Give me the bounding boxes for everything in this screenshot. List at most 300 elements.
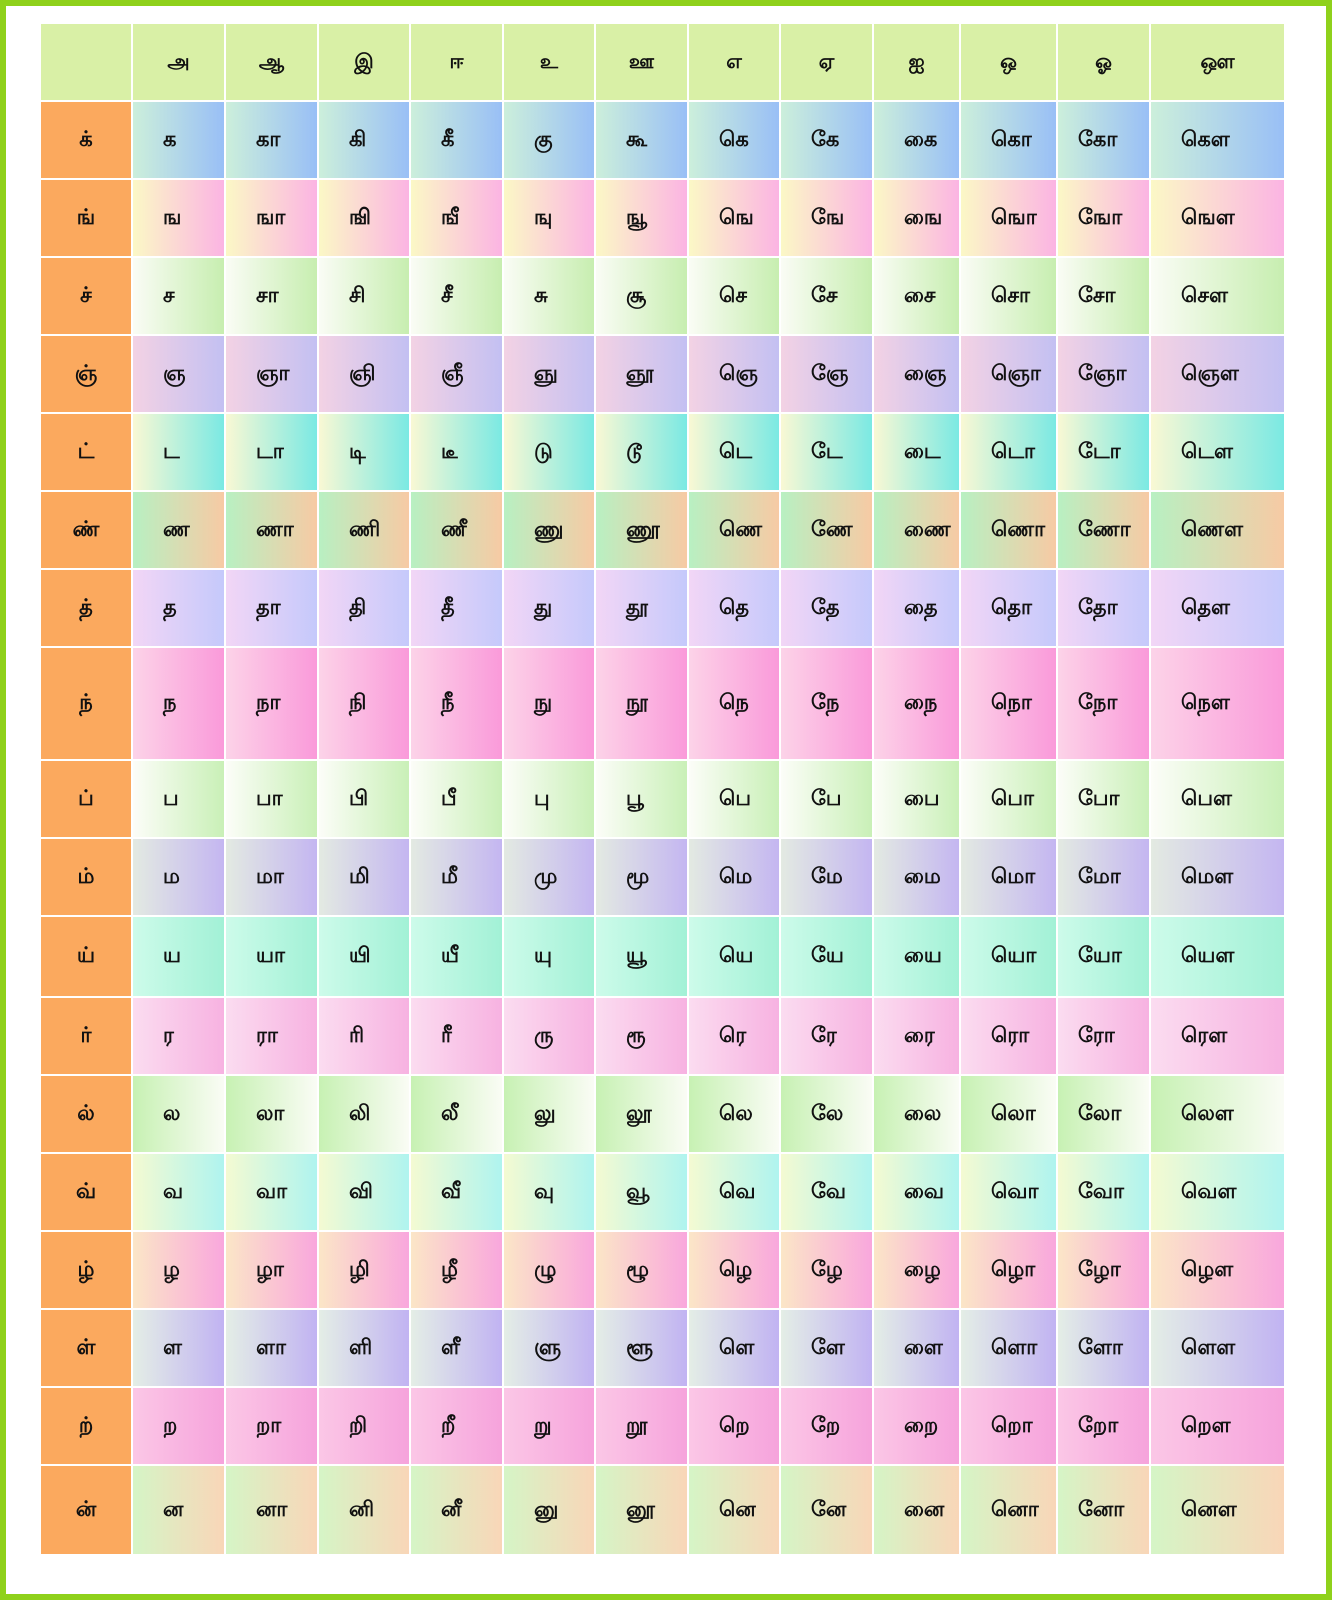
syllable-cell [874,1388,961,1466]
syllable-cell [1058,180,1151,258]
syllable-cell [226,761,319,839]
syllable-cell-text: கி [349,126,367,151]
consonant-cell [41,648,133,761]
vowel-header-cell-text: எ [726,48,742,73]
syllable-cell-text: னீ [441,1496,462,1521]
syllable-cell [689,1466,781,1556]
syllable-cell-text: ளீ [441,1334,460,1359]
syllable-cell-text: வே [811,1178,847,1203]
syllable-cell [226,336,319,414]
syllable-cell-text: ணி [349,516,381,541]
syllable-cell-text: கெ [719,126,749,151]
syllable-cell [874,839,961,917]
syllable-cell-text: ங [163,204,182,229]
syllable-cell [504,492,596,570]
syllable-cell [411,839,504,917]
syllable-cell-text: ளே [811,1334,845,1359]
syllable-cell-text: றி [349,1412,368,1437]
syllable-cell [133,1310,226,1388]
syllable-cell [1151,1388,1286,1466]
syllable-cell [226,570,319,648]
syllable-cell [133,839,226,917]
syllable-cell-text: னெ [719,1496,756,1521]
syllable-cell-text: கீ [441,126,455,151]
syllable-cell [1151,414,1286,492]
syllable-cell-text: ர [163,1022,174,1047]
syllable-cell-text: நோ [1078,690,1118,714]
syllable-cell [133,1076,226,1154]
syllable-cell-text: டொ [991,438,1036,463]
syllable-cell-text: மா [256,863,284,888]
syllable-cell [133,258,226,336]
syllable-cell [1151,336,1286,414]
syllable-cell-text: சொ [991,282,1030,307]
vowel-header-cell-text: அ [167,48,190,73]
syllable-cell-text: றை [904,1412,939,1437]
syllable-cell-text: தௌ [1181,594,1230,619]
consonant-row [41,570,1286,648]
syllable-cell-text: ஞீ [441,360,464,385]
syllable-cell-text: சூ [626,282,647,307]
syllable-cell-text: லை [904,1100,942,1125]
syllable-cell [874,761,961,839]
syllable-cell-text: டௌ [1181,438,1234,463]
vowel-header-cell [411,24,504,102]
syllable-cell-text: ளு [534,1334,562,1359]
syllable-cell-text: பை [904,785,940,810]
consonant-cell-text: ண் [72,516,100,541]
syllable-cell [319,1388,411,1466]
vowel-header-cell-text: ஔ [1200,48,1235,73]
syllable-cell-text: ணூ [626,516,660,541]
syllable-cell [596,648,689,761]
consonant-row [41,180,1286,258]
syllable-cell [961,761,1058,839]
syllable-cell-text: ஙு [534,204,553,229]
syllable-cell-text: ண [163,516,190,541]
syllable-cell-text: னௌ [1181,1496,1237,1521]
syllable-cell-text: ரூ [626,1022,646,1047]
consonant-cell-text: வ் [75,1178,97,1203]
syllable-cell [596,336,689,414]
vowel-header-cell [1058,24,1151,102]
syllable-cell-text: ம [163,863,180,888]
consonant-cell [41,998,133,1076]
syllable-cell [411,1154,504,1232]
syllable-cell-text: டெ [719,438,753,463]
vowel-header-row [41,24,1286,102]
syllable-cell [961,648,1058,761]
syllable-cell [1058,1466,1151,1556]
syllable-cell-text: றெ [719,1412,750,1437]
syllable-cell-text: க [163,126,177,151]
syllable-cell-text: தா [256,594,281,619]
syllable-cell [1058,102,1151,180]
vowel-header-cell-text: ஆ [258,48,285,73]
consonant-row [41,1232,1286,1310]
syllable-cell [319,492,411,570]
syllable-cell [1151,1310,1286,1388]
syllable-cell-text: ஙௌ [1181,204,1235,229]
syllable-cell-text: ன [163,1496,184,1521]
syllable-cell [961,1466,1058,1556]
consonant-cell-text: த் [79,594,93,619]
syllable-cell [596,492,689,570]
syllable-cell [781,414,874,492]
syllable-cell [1151,917,1286,998]
syllable-cell-text: தீ [441,594,455,619]
syllable-cell [1058,917,1151,998]
syllable-cell [781,492,874,570]
syllable-cell [596,1310,689,1388]
syllable-cell-text: யௌ [1181,943,1235,967]
syllable-cell-text: ழௌ [1181,1256,1234,1281]
syllable-cell-text: னோ [1078,1496,1125,1521]
syllable-cell [689,1154,781,1232]
syllable-cell [781,1388,874,1466]
syllable-cell [961,180,1058,258]
syllable-cell [874,258,961,336]
vowel-header-cell-text: ஒ [1000,48,1017,73]
consonant-row [41,1076,1286,1154]
syllable-cell [689,492,781,570]
syllable-cell-text: ஞா [256,360,290,385]
syllable-cell [1151,1076,1286,1154]
syllable-cell-text: ஙி [349,204,371,229]
syllable-cell-text: நௌ [1181,690,1230,714]
syllable-cell [411,102,504,180]
syllable-cell-text: லா [256,1100,285,1125]
consonant-cell-text: ர் [80,1022,92,1047]
syllable-cell [596,414,689,492]
syllable-cell-text: ந [163,690,177,714]
syllable-cell-text: வை [904,1178,944,1203]
syllable-cell-text: ழ [163,1256,180,1281]
syllable-cell-text: ழி [349,1256,370,1281]
syllable-cell-text: லெ [719,1100,753,1125]
syllable-cell-text: ழை [904,1256,941,1281]
syllable-cell [411,648,504,761]
syllable-cell-text: நை [904,690,938,714]
syllable-cell [874,1232,961,1310]
syllable-cell [874,1154,961,1232]
vowel-header-cell [319,24,411,102]
syllable-cell-text: ஙை [904,204,943,229]
syllable-cell [133,102,226,180]
syllable-cell [226,180,319,258]
syllable-cell [781,336,874,414]
vowel-header-cell [133,24,226,102]
syllable-cell-text: று [534,1412,552,1437]
consonant-cell [41,1232,133,1310]
syllable-cell-text: ழொ [991,1256,1036,1281]
consonant-row [41,1466,1286,1556]
syllable-cell-text: ரௌ [1181,1022,1228,1047]
syllable-cell [689,998,781,1076]
syllable-cell [411,761,504,839]
syllable-cell-text: பௌ [1181,785,1232,810]
vowel-header-cell-text: இ [354,48,374,73]
syllable-cell-text: ஙெ [719,204,754,229]
syllable-cell-text: ள [163,1334,182,1359]
syllable-cell [596,1466,689,1556]
syllable-cell [689,414,781,492]
syllable-cell [226,1310,319,1388]
syllable-cell [596,761,689,839]
syllable-cell [961,1232,1058,1310]
syllable-cell [781,1076,874,1154]
syllable-cell [781,180,874,258]
syllable-cell [689,180,781,258]
syllable-cell-text: யா [256,943,285,967]
syllable-cell-text: மே [811,863,843,888]
syllable-cell-text: தோ [1078,594,1118,619]
syllable-cell [319,570,411,648]
consonant-row [41,839,1286,917]
syllable-cell-text: பா [256,785,283,810]
consonant-row [41,648,1286,761]
syllable-cell [319,1310,411,1388]
syllable-cell-text: றொ [991,1412,1033,1437]
syllable-cell [226,414,319,492]
syllable-cell-text: ழே [811,1256,843,1281]
syllable-cell-text: ணீ [441,516,467,541]
syllable-cell [504,336,596,414]
consonant-cell [41,258,133,336]
syllable-cell-text: ரை [904,1022,935,1047]
syllable-cell-text: லி [349,1100,371,1125]
vowel-header-cell [781,24,874,102]
syllable-cell [133,1388,226,1466]
syllable-cell [1151,1466,1286,1556]
syllable-cell-text: டூ [626,438,642,463]
syllable-cell [504,258,596,336]
syllable-cell-text: டீ [441,438,458,463]
syllable-cell [874,1310,961,1388]
syllable-cell [226,1232,319,1310]
syllable-cell-text: சு [534,282,548,307]
syllable-cell-text: னு [534,1496,559,1521]
syllable-cell-text: டி [349,438,366,463]
syllable-cell [319,1232,411,1310]
syllable-cell-text: ணெ [719,516,763,541]
syllable-cell [1151,648,1286,761]
syllable-cell-text: கொ [991,126,1032,151]
syllable-cell [1058,839,1151,917]
syllable-cell [411,1232,504,1310]
syllable-cell-text: யோ [1078,943,1122,967]
syllable-cell-text: நே [811,690,840,714]
syllable-cell-text: லு [534,1100,556,1125]
syllable-cell [1058,761,1151,839]
syllable-cell [133,648,226,761]
syllable-cell-text: ரீ [441,1022,452,1047]
consonant-cell-text: ழ் [77,1256,95,1281]
syllable-cell-text: கே [811,126,840,151]
syllable-cell [961,414,1058,492]
syllable-cell-text: சை [904,282,936,307]
consonant-cell [41,761,133,839]
syllable-cell [1151,1154,1286,1232]
syllable-cell [874,414,961,492]
syllable-cell-text: ஞோ [1078,360,1127,385]
syllable-cell [504,102,596,180]
vowel-header-cell [874,24,961,102]
syllable-cell-text: ரே [811,1022,837,1047]
syllable-cell [226,648,319,761]
syllable-cell-text: செ [719,282,747,307]
syllable-cell [133,1232,226,1310]
consonant-row [41,414,1286,492]
syllable-cell [319,998,411,1076]
syllable-cell [961,336,1058,414]
consonant-row [41,258,1286,336]
consonant-cell-text: ய் [76,943,95,967]
syllable-cell [781,258,874,336]
consonant-cell [41,1154,133,1232]
syllable-cell-text: றீ [441,1412,456,1437]
syllable-cell-text: டை [904,438,941,463]
syllable-cell [133,1154,226,1232]
corner-cell [41,24,133,102]
syllable-cell-text: வூ [626,1178,650,1203]
syllable-cell [504,917,596,998]
syllable-cell [411,998,504,1076]
syllable-cell [133,1466,226,1556]
syllable-cell-text: கு [534,126,553,151]
syllable-cell-text: லௌ [1181,1100,1234,1125]
vowel-header-cell [596,24,689,102]
syllable-cell-text: வீ [441,1178,462,1203]
syllable-cell-text: ச [163,282,175,307]
consonant-row [41,761,1286,839]
consonant-cell [41,1466,133,1556]
syllable-cell [596,1076,689,1154]
syllable-cell-text: ஞே [811,360,849,385]
syllable-cell-text: றா [256,1412,282,1437]
syllable-cell [596,917,689,998]
syllable-cell-text: ரொ [991,1022,1030,1047]
syllable-cell-text: ஞூ [626,360,654,385]
syllable-cell-text: ரோ [1078,1022,1115,1047]
syllable-cell [1151,102,1286,180]
syllable-cell-text: ழு [534,1256,557,1281]
syllable-cell [596,258,689,336]
syllable-cell [504,1466,596,1556]
consonant-cell-text: ன் [75,1496,97,1521]
syllable-cell [319,414,411,492]
syllable-cell [1151,570,1286,648]
syllable-cell [596,1154,689,1232]
syllable-cell [961,839,1058,917]
syllable-cell-text: மூ [626,863,650,888]
syllable-cell-text: ளொ [991,1334,1038,1359]
syllable-cell-text: கூ [626,126,648,151]
syllable-cell [226,1388,319,1466]
syllable-cell-text: வு [534,1178,555,1203]
consonant-row [41,492,1286,570]
syllable-cell [961,102,1058,180]
syllable-cell [319,839,411,917]
syllable-cell-text: ணோ [1078,516,1131,541]
syllable-cell-text: ணே [811,516,853,541]
syllable-cell-text: யே [811,943,844,967]
syllable-cell [319,761,411,839]
syllable-cell [319,180,411,258]
syllable-cell-text: னி [349,1496,375,1521]
consonant-cell [41,1076,133,1154]
syllable-cell-text: து [534,594,553,619]
syllable-cell [689,761,781,839]
syllable-cell [319,1076,411,1154]
syllable-cell-text: வா [256,1178,288,1203]
syllable-cell [1058,336,1151,414]
syllable-cell-text: ஙூ [626,204,648,229]
syllable-cell-text: தொ [991,594,1032,619]
syllable-cell-text: வெ [719,1178,756,1203]
syllable-cell-text: ஞொ [991,360,1041,385]
syllable-cell [1058,1388,1151,1466]
syllable-cell [874,917,961,998]
syllable-cell [411,1466,504,1556]
syllable-cell [226,258,319,336]
syllable-cell-text: யீ [441,943,460,967]
consonant-cell [41,414,133,492]
syllable-cell-text: சி [349,282,366,307]
syllable-cell-text: கை [904,126,938,151]
syllable-cell [689,258,781,336]
syllable-cell-text: வொ [991,1178,1039,1203]
syllable-cell [689,1076,781,1154]
syllable-cell [226,1466,319,1556]
syllable-cell [1058,414,1151,492]
syllable-cell-text: மௌ [1181,863,1234,888]
syllable-cell-text: னா [256,1496,288,1521]
syllable-cell [874,1076,961,1154]
syllable-cell-text: ரி [349,1022,365,1047]
syllable-cell [781,1154,874,1232]
syllable-cell [1058,1154,1151,1232]
syllable-cell [504,414,596,492]
syllable-cell-text: நீ [441,690,455,714]
consonant-cell-text: ந் [79,690,93,714]
syllable-cell [781,570,874,648]
syllable-cell-text: சோ [1078,282,1116,307]
syllable-cell-text: ளை [904,1334,943,1359]
syllable-cell [961,1388,1058,1466]
syllable-cell-text: கௌ [1181,126,1230,151]
syllable-cell-text: ஞௌ [1181,360,1239,385]
syllable-cell [504,1232,596,1310]
syllable-cell-text: ளோ [1078,1334,1123,1359]
consonant-cell [41,917,133,998]
consonant-cell [41,570,133,648]
vowel-header-cell-text: ஈ [449,48,464,73]
syllable-cell [411,180,504,258]
syllable-cell-text: டு [534,438,553,463]
consonant-row [41,917,1286,998]
syllable-cell [961,570,1058,648]
consonant-cell-text: ப் [78,785,94,810]
syllable-cell [961,1310,1058,1388]
consonant-cell-text: ங் [76,204,96,229]
syllable-cell-text: ய [163,943,182,967]
syllable-cell [1058,258,1151,336]
syllable-cell-text: ஙொ [991,204,1037,229]
syllable-cell-text: டா [256,438,284,463]
syllable-cell-text: கா [256,126,281,151]
syllable-cell [319,648,411,761]
